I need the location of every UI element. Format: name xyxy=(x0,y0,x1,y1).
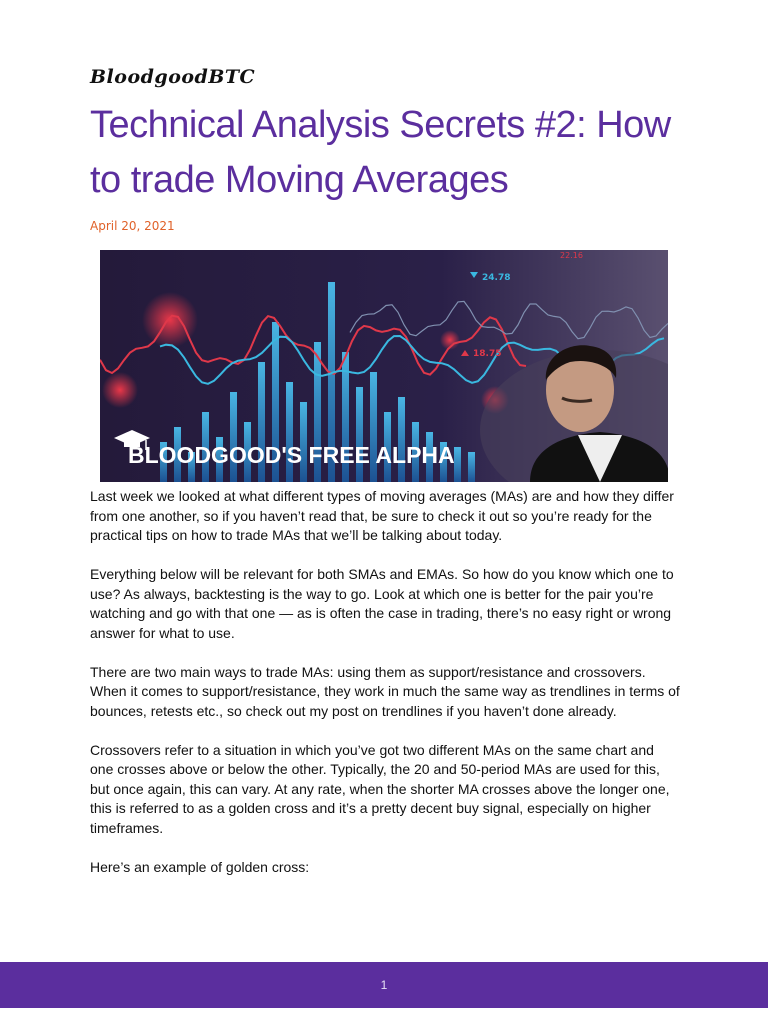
brand-name: BloodgoodBTC xyxy=(90,66,256,88)
paragraph: Last week we looked at what different types of moving averages (MAs) are and how they differ from one another, so if you haven’t read that, be sure to check it out so you’re ready for the practical tips on how to trade MAs that we’ll be talking about today. xyxy=(90,488,674,543)
hero-image xyxy=(100,250,668,482)
glow xyxy=(102,372,138,408)
chart-bar xyxy=(468,452,475,482)
chart-bar xyxy=(454,447,461,482)
banner-text: BLOODGOOD'S FREE ALPHA xyxy=(128,442,455,468)
svg-text:22.16: 22.16 xyxy=(560,251,583,260)
article-body xyxy=(90,487,680,897)
chart-bar xyxy=(230,392,237,482)
paragraph: Everything below will be relevant for both SMAs and EMAs. So how do you know which one to use? As always, backtesting is the way to go. Look at which one is better for the pair you’re watching and go with that one — as is often the case in trading, there’s no easy right or wrong answer for what to use. xyxy=(90,566,674,641)
page-footer xyxy=(0,962,768,1008)
chart-bar xyxy=(398,397,405,482)
price-label-corner xyxy=(560,251,583,260)
svg-text:18.75: 18.75 xyxy=(473,349,502,359)
paragraph: Here’s an example of golden cross: xyxy=(90,858,310,875)
publish-date: April 20, 2021 xyxy=(90,219,175,233)
page-number: 1 xyxy=(380,978,388,992)
page-title: Technical Analysis Secrets #2: How to trade Moving Averages xyxy=(90,104,671,201)
paragraph: There are two main ways to trade MAs: using them as support/resistance and crossovers. When it comes to support/resistance, they work in much the same way as trendlines in terms of bounces, retests etc., so check out my post on trendlines if you haven’t done already. xyxy=(90,663,680,719)
svg-text:24.78: 24.78 xyxy=(482,273,511,283)
paragraph: Crossovers refer to a situation in which you’ve got two different MAs on the same chart and one crosses above or below the other. Typically, the 20 and 50-period MAs are used for this, but once again, this can vary. At any rate, when the shorter MA crosses above the longer one, this is referred to as a golden cross and it’s a pretty decent buy signal, especially on higher timeframes. xyxy=(90,741,670,836)
hero-illustration xyxy=(100,250,668,482)
